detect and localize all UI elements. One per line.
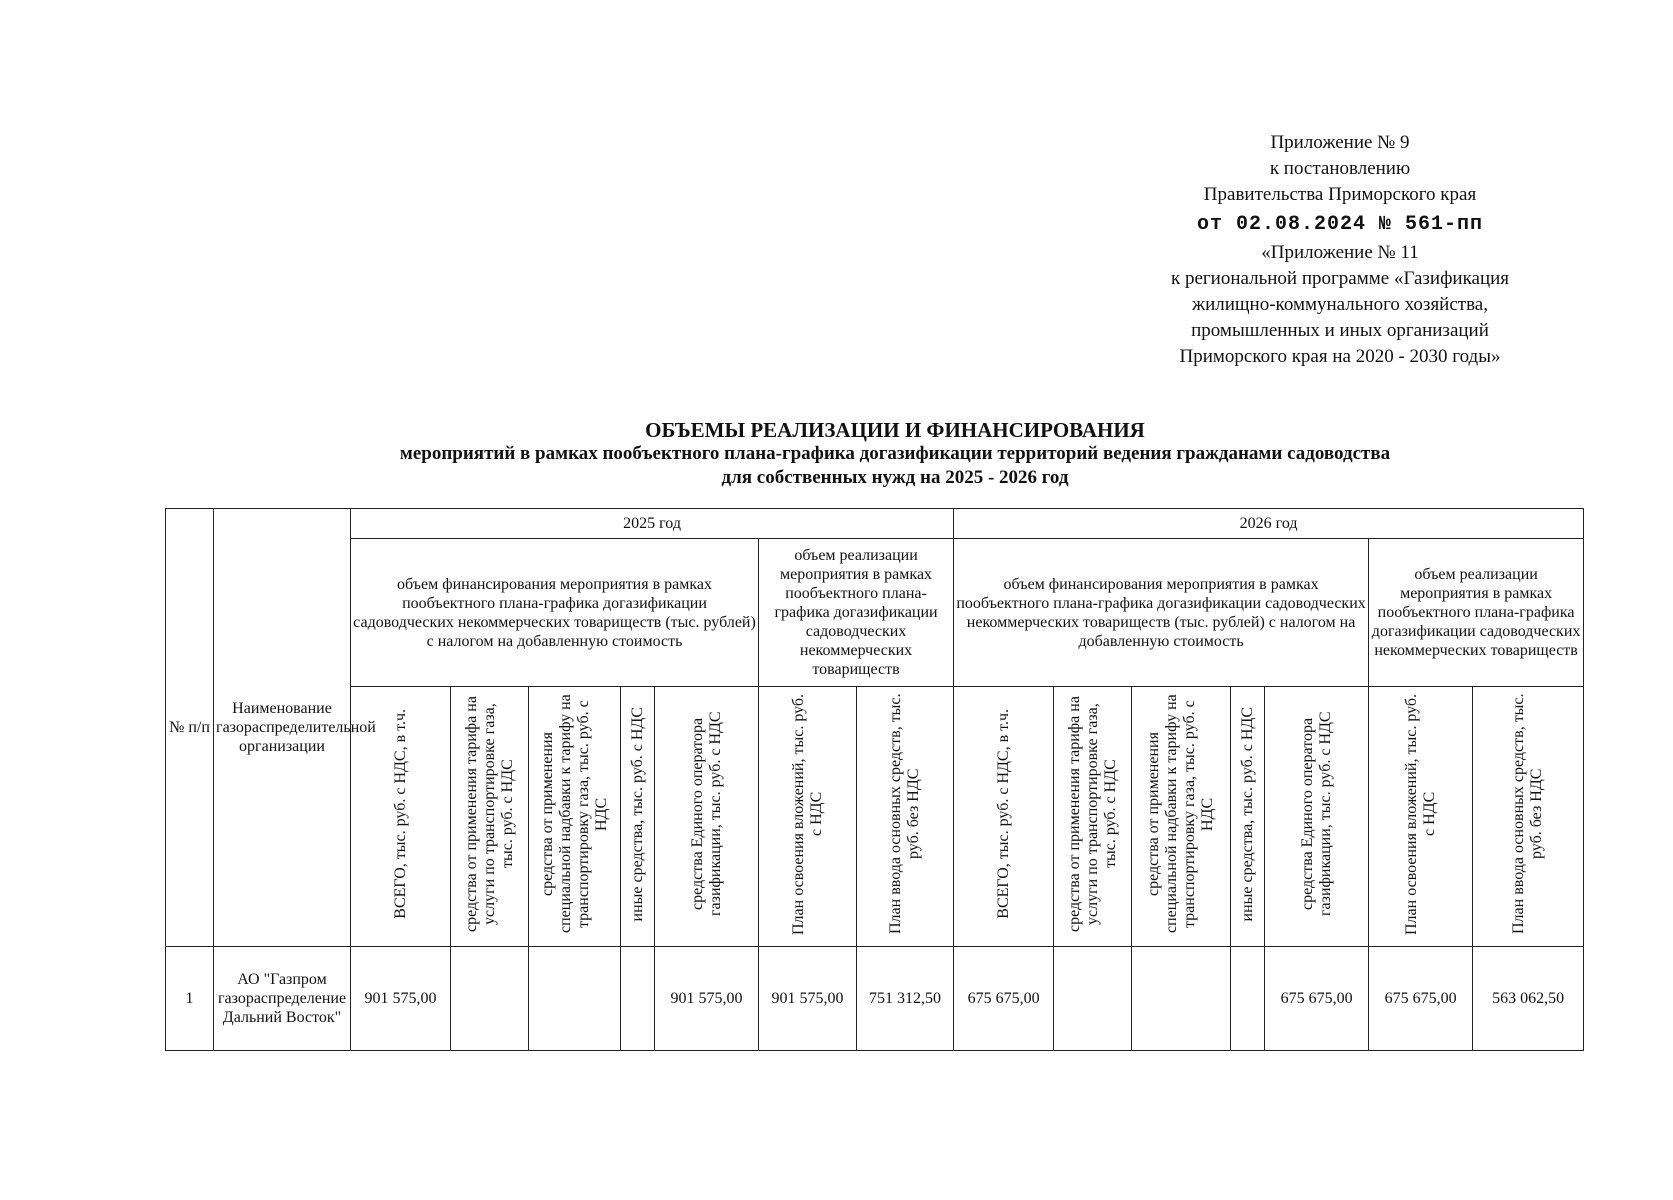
cell-2025-other xyxy=(621,947,655,1051)
appendix-line: промышленных и иных организаций xyxy=(1191,320,1489,341)
subheader-cell xyxy=(1265,687,1369,947)
cell-2026-markup xyxy=(1132,947,1231,1051)
subheader-cell xyxy=(857,687,954,947)
subheader-total: ВСЕГО, тыс. руб. с НДС, в т.ч. xyxy=(391,709,409,919)
cell-2025-operator: 901 575,00 xyxy=(655,947,759,1051)
order-number: от 02.08.2024 № 561-пп xyxy=(1196,213,1484,236)
subheader-plan-assets: План ввода основных средств, тыс. руб. без НДС xyxy=(1510,693,1546,935)
appendix-line: «Приложение № 11 xyxy=(1261,242,1419,263)
appendix-line: к региональной программе «Газификация xyxy=(1170,268,1510,289)
row-number: 1 xyxy=(166,947,214,1051)
subheader-tariff: средства от применения тарифа на услуги по транспортировке газа, тыс. руб. с НДС xyxy=(462,696,516,932)
cell-2026-other xyxy=(1231,947,1265,1051)
header-number: № п/п xyxy=(166,509,214,947)
subheader-markup: средства от применения специальной надбавки к тарифу на транспортировку газа, тыс. руб. с НДС xyxy=(1145,694,1217,934)
subheader-tariff: средства от применения тарифа на услуги по транспортировке газа, тыс. руб. с НДС xyxy=(1065,696,1119,932)
cell-2025-total: 901 575,00 xyxy=(351,947,451,1051)
appendix-header xyxy=(1080,130,1600,370)
subheader-plan-investments: План освоения вложений, тыс. руб. с НДС xyxy=(1402,693,1438,935)
subheader-cell xyxy=(451,687,529,947)
subheader-cell xyxy=(1369,687,1473,947)
subheader-cell xyxy=(1473,687,1584,947)
subheader-other: иные средства, тыс. руб. с НДС xyxy=(628,706,646,922)
appendix-line: жилищно-коммунального хозяйства, xyxy=(1191,294,1488,315)
title-main: ОБЪЕМЫ РЕАЛИЗАЦИИ И ФИНАНСИРОВАНИЯ xyxy=(645,418,1145,442)
cell-2026-plan-investments: 675 675,00 xyxy=(1369,947,1473,1051)
header-implementation-2026: объем реализации мероприятия в рамках пообъектного плана-графика догазификации садоводческих некоммерческих товариществ xyxy=(1369,539,1584,687)
cell-2025-markup xyxy=(529,947,621,1051)
document-title xyxy=(160,418,1630,490)
subheader-other: иные средства, тыс. руб. с НДС xyxy=(1238,706,1256,922)
cell-2025-tariff xyxy=(451,947,529,1051)
subheader-cell xyxy=(954,687,1054,947)
header-row-subcolumns xyxy=(166,687,1584,947)
appendix-line: к постановлению xyxy=(1269,158,1411,179)
header-financing-2026: объем финансирования мероприятия в рамках пообъектного плана-графика догазификации садоводческих некоммерческих товариществ (тыс. рублей) с налогом на добавленную стоимость xyxy=(954,539,1369,687)
header-year-2026: 2026 год xyxy=(954,509,1584,539)
cell-2026-plan-assets: 563 062,50 xyxy=(1473,947,1584,1051)
subheader-operator: средства Единого оператора газификации, тыс. руб. с НДС xyxy=(688,711,724,917)
subheader-total: ВСЕГО, тыс. руб. с НДС, в т.ч. xyxy=(994,709,1012,919)
subheader-plan-investments: План освоения вложений, тыс. руб. с НДС xyxy=(789,693,825,935)
cell-2026-operator: 675 675,00 xyxy=(1265,947,1369,1051)
header-financing-2025: объем финансирования мероприятия в рамках пообъектного плана-графика догазификации садоводческих некоммерческих товариществ (тыс. рублей) с налогом на добавленную стоимость xyxy=(351,539,759,687)
header-organization: Наименование газораспределительной организации xyxy=(214,509,351,947)
header-row-years xyxy=(166,509,1584,539)
appendix-line: Правительства Приморского края xyxy=(1203,184,1477,205)
subheader-cell xyxy=(655,687,759,947)
financing-table xyxy=(165,508,1584,1051)
cell-2026-total: 675 675,00 xyxy=(954,947,1054,1051)
cell-2025-plan-investments: 901 575,00 xyxy=(759,947,857,1051)
header-year-2025: 2025 год xyxy=(351,509,954,539)
subheader-operator: средства Единого оператора газификации, тыс. руб. с НДС xyxy=(1298,711,1334,917)
header-row-groups xyxy=(166,539,1584,687)
row-organization: АО "Газпром газораспределение Дальний Восток" xyxy=(214,947,351,1051)
subheader-markup: средства от применения специальной надбавки к тарифу на транспортировку газа, тыс. руб. с НДС xyxy=(538,694,610,934)
subheader-cell xyxy=(1231,687,1265,947)
title-subtitle: для собственных нужд на 2025 - 2026 год xyxy=(721,467,1069,488)
subheader-cell xyxy=(529,687,621,947)
subheader-cell xyxy=(759,687,857,947)
subheader-cell xyxy=(621,687,655,947)
subheader-cell xyxy=(1054,687,1132,947)
header-implementation-2025: объем реализации мероприятия в рамках пообъектного плана-графика догазификации садоводческих некоммерческих товариществ xyxy=(759,539,954,687)
cell-2025-plan-assets: 751 312,50 xyxy=(857,947,954,1051)
subheader-cell xyxy=(1132,687,1231,947)
appendix-line: Приморского края на 2020 - 2030 годы» xyxy=(1179,346,1501,367)
table-row xyxy=(166,947,1584,1051)
cell-2026-tariff xyxy=(1054,947,1132,1051)
subheader-plan-assets: План ввода основных средств, тыс. руб. без НДС xyxy=(887,693,923,935)
appendix-line: Приложение № 9 xyxy=(1270,132,1410,153)
title-subtitle: мероприятий в рамках пообъектного плана-графика догазификации территорий ведения гражданами садоводства xyxy=(399,443,1391,464)
